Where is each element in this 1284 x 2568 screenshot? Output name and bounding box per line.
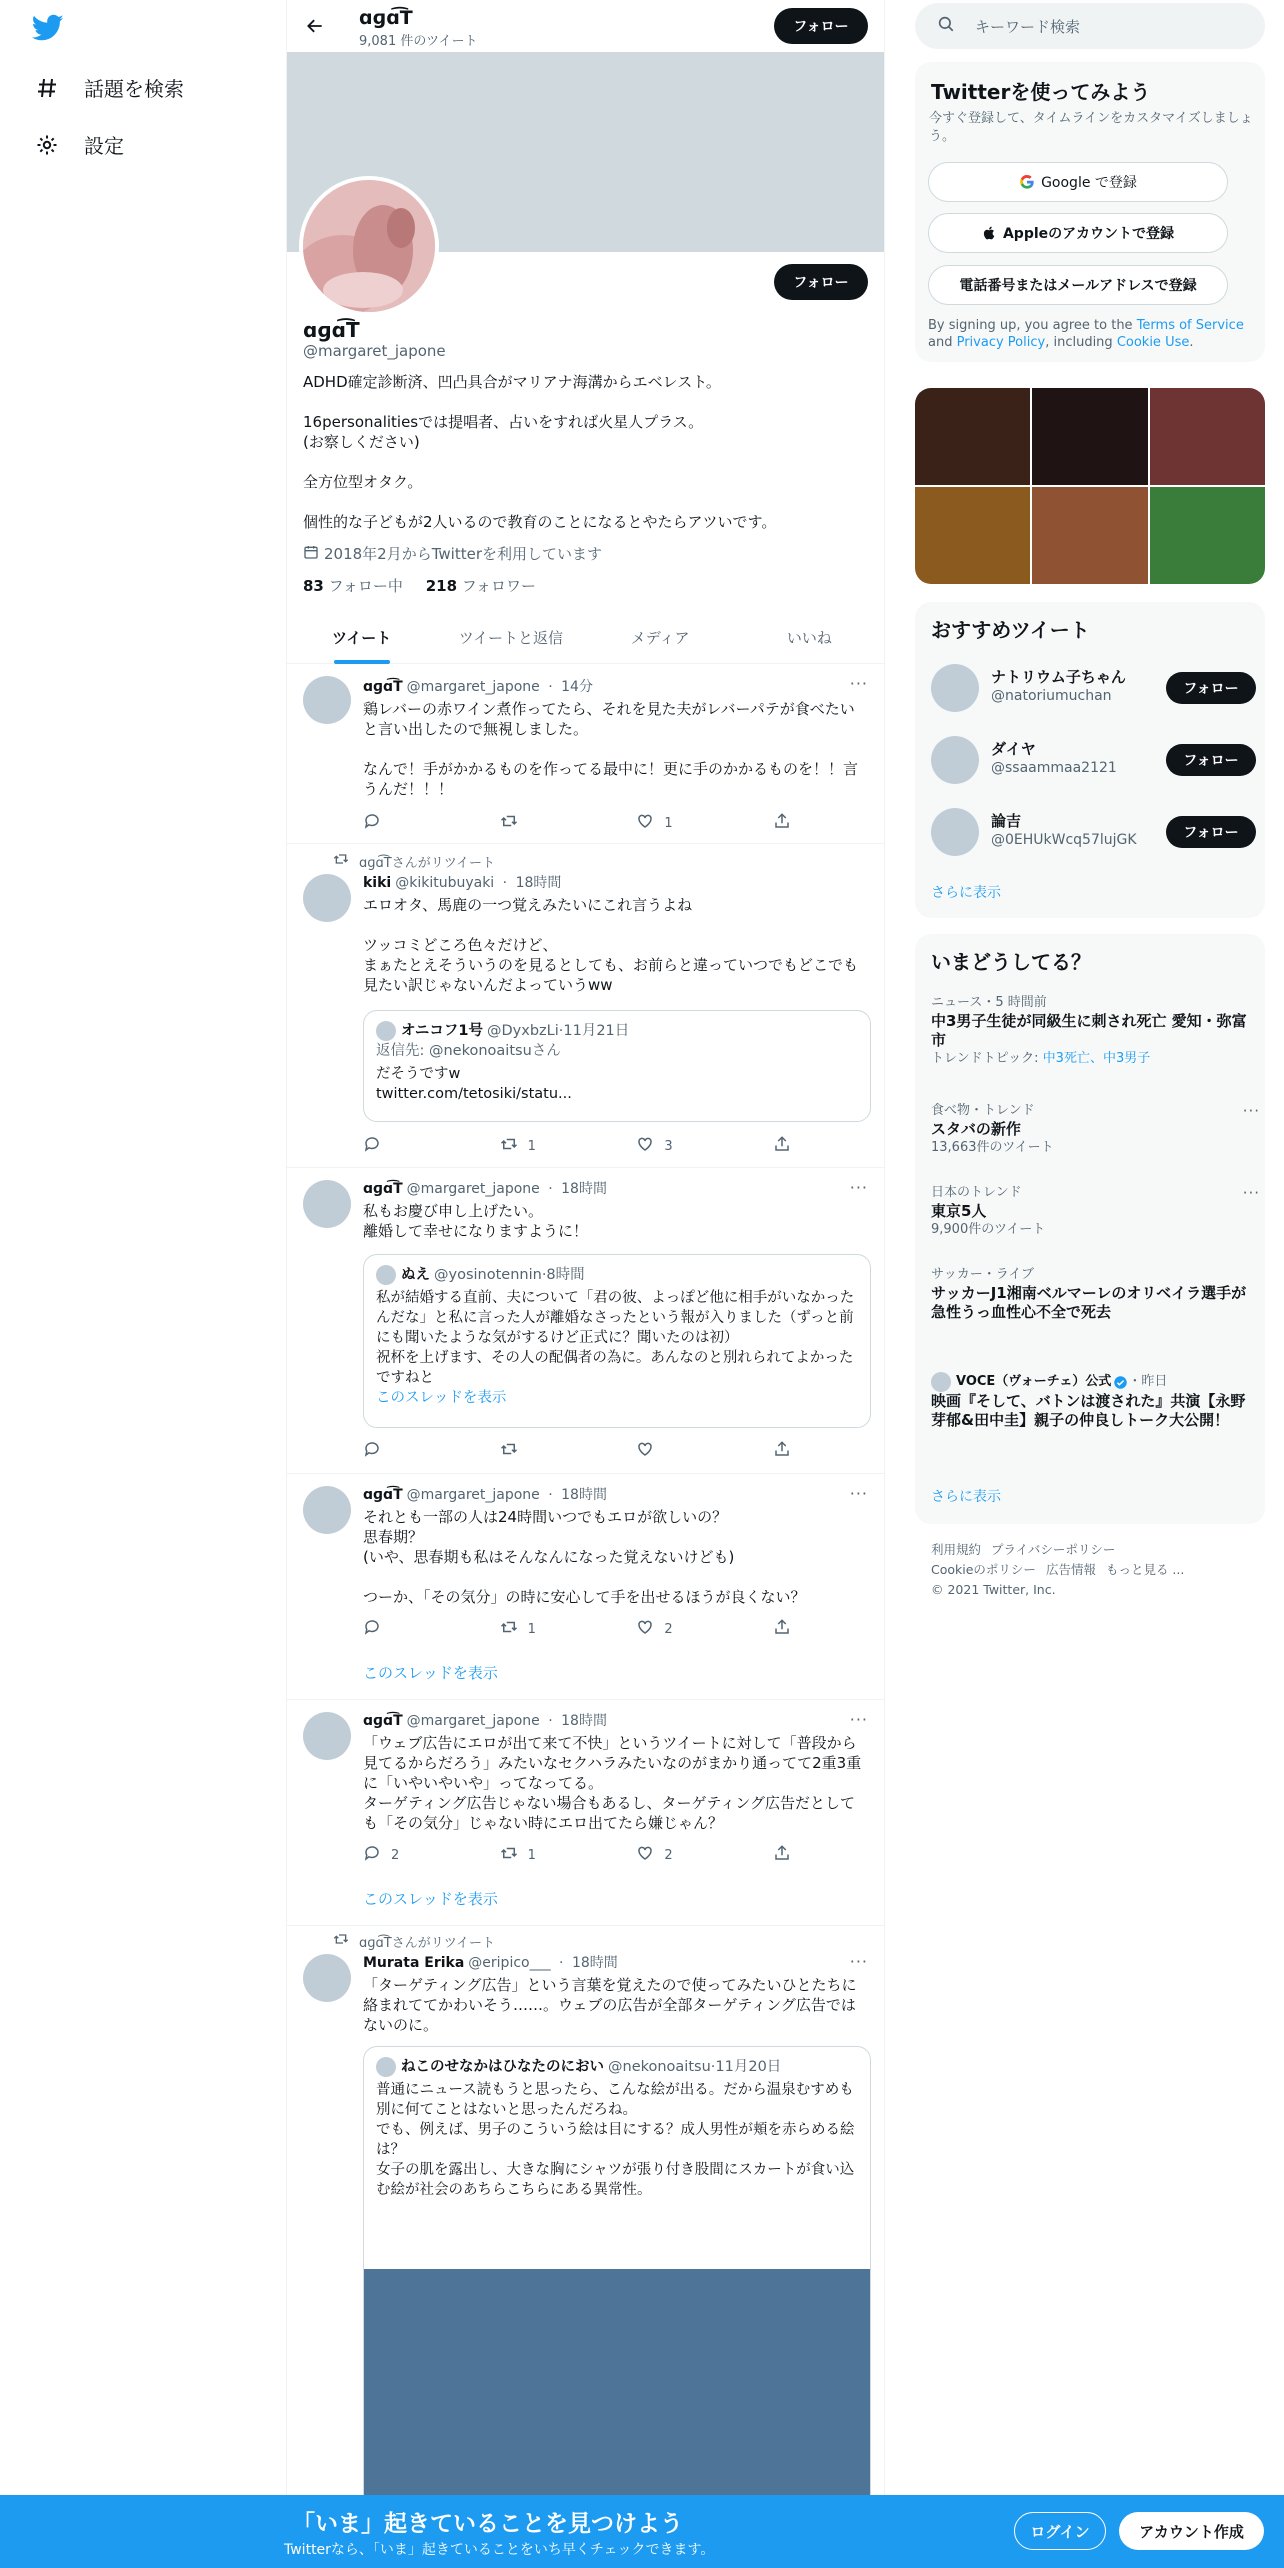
reply-button[interactable]	[363, 1135, 443, 1157]
tweet-author[interactable]: ɑɡɑ͡T	[363, 679, 403, 695]
terms-pre: By signing up, you agree to the	[928, 318, 1137, 333]
nav-explore-label: 話題を検索	[84, 77, 184, 101]
footer-more-link[interactable]: もっと見る ...	[1105, 1562, 1185, 1577]
account-name: 論吉	[991, 812, 1022, 830]
show-more-link[interactable]: さらに表示	[931, 885, 1001, 901]
google-signup-label: Google で登録	[1041, 175, 1137, 191]
retweet-icon	[500, 1440, 528, 1462]
avatar[interactable]	[303, 1954, 351, 2002]
trend-item[interactable]	[931, 1372, 1256, 1430]
quote-handle: @yosinotennin	[434, 1267, 542, 1283]
photo-thumbnail[interactable]	[915, 388, 1030, 485]
heart-icon	[636, 812, 664, 834]
joined-date	[303, 543, 602, 564]
login-prompt-bar	[0, 2495, 1284, 2568]
avatar	[376, 2057, 396, 2077]
like-count: 2	[664, 1847, 673, 1863]
terms-and: and	[928, 335, 957, 350]
show-more-link[interactable]: さらに表示	[931, 1489, 1001, 1505]
like-button[interactable]	[636, 1135, 716, 1157]
account-name: ダイヤ	[991, 740, 1036, 758]
footer-ads-link[interactable]: 広告情報	[1045, 1562, 1096, 1577]
avatar[interactable]	[303, 676, 351, 724]
quoted-tweet[interactable]	[363, 2046, 871, 2546]
calendar-icon	[303, 544, 324, 564]
privacy-policy-link[interactable]: Privacy Policy	[956, 335, 1046, 350]
apple-signup-label: Appleのアカウントで登録	[1002, 226, 1175, 242]
retweet-count: 1	[527, 1138, 536, 1154]
reply-icon	[363, 1844, 391, 1866]
profile-name: ɑɡɑ͡T	[303, 318, 360, 342]
tweet[interactable]	[287, 1168, 884, 1474]
tweet-actions	[363, 1440, 793, 1462]
retweet-icon	[500, 1135, 528, 1157]
avatar	[376, 1021, 396, 1041]
follow-stats	[303, 575, 554, 596]
profile-tabs	[287, 611, 884, 664]
back-arrow-icon[interactable]	[301, 12, 329, 40]
tweet-handle[interactable]: @kikitubuyaki	[395, 875, 495, 891]
recommended-card	[915, 602, 1265, 918]
follow-button[interactable]: フォロー	[1166, 816, 1256, 848]
more-icon[interactable]: ···	[849, 1178, 868, 1197]
recommended-title: おすすめツイート	[931, 618, 1090, 642]
heart-icon	[636, 1440, 664, 1462]
account-handle: @natoriumuchan	[991, 688, 1112, 704]
terms-including: , including	[1045, 335, 1117, 350]
quoted-tweet[interactable]	[363, 1254, 871, 1428]
tweet-author[interactable]: ɑɡɑ͡T	[363, 1181, 403, 1197]
phone-email-signup-button[interactable]: 電話番号またはメールアドレスで登録	[928, 265, 1228, 305]
trend-item[interactable]	[931, 1102, 1260, 1157]
hashtag-icon	[34, 75, 60, 101]
heart-icon	[636, 1135, 664, 1157]
quote-header: オニコフ1号 @DyxbzLi · 11月21日	[376, 1021, 858, 1041]
quote-author: ぬえ	[401, 1267, 430, 1283]
search-placeholder: キーワード検索	[975, 17, 1081, 36]
trend-extra-pre: トレンドトピック:	[931, 1051, 1043, 1066]
trend-extra: 9,900件のツイート	[931, 1222, 1046, 1237]
avatar[interactable]	[303, 1180, 351, 1228]
tweet-author[interactable]: Murata Erika	[363, 1955, 465, 1971]
trend-meta: ニュース・5 時間前	[931, 995, 1047, 1010]
heart-icon	[636, 1844, 664, 1866]
tweet-time[interactable]: 18時間	[561, 1713, 607, 1729]
header-follow-button[interactable]: フォロー	[774, 8, 868, 44]
twitter-logo-icon[interactable]	[32, 14, 64, 42]
recommended-account[interactable]	[931, 658, 1256, 718]
quote-text: 私が結婚する直前、夫について「君の彼、よっぽど他に相手がいなかったんだな」と私に言った人が離婚なさったという報が入りました（ずっと前にも聞いたような気がするけど正式に？聞いたのは初） 祝杯を上げます、その人の配偶者の為に。あんなのと別れられてよかったですねと	[376, 1290, 855, 1386]
tweet-actions	[363, 1135, 793, 1157]
share-icon	[773, 812, 801, 834]
tweet-handle[interactable]: @eripico___	[468, 1955, 551, 1971]
profile-avatar[interactable]	[299, 176, 439, 316]
profile-header-bar	[287, 0, 884, 52]
joined-text: 2018年2月からTwitterを利用しています	[324, 545, 602, 563]
more-icon[interactable]: ···	[1242, 1184, 1260, 1202]
like-count: 2	[664, 1621, 673, 1637]
like-button[interactable]	[636, 1440, 716, 1462]
avatar	[931, 808, 979, 856]
tweet-author[interactable]: kiki	[363, 875, 392, 891]
show-thread-link[interactable]: このスレッドを表示	[363, 1664, 498, 1682]
avatar	[931, 1372, 951, 1392]
profile-handle: @margaret_japone	[303, 342, 446, 360]
reply-icon	[363, 1440, 391, 1462]
trend-title: 映画『そして、バトンは渡された』共演【永野芽郁&田中圭】親子の仲良しトーク大公開！	[931, 1392, 1246, 1429]
reply-count: 2	[391, 1847, 400, 1863]
footer-privacy-link[interactable]: プライバシーポリシー	[991, 1542, 1116, 1557]
quote-author: ねこのせなかはひなたのにおい	[401, 2059, 604, 2075]
account-handle: @0EHUkWcq57lujGK	[991, 832, 1137, 848]
avatar	[376, 1265, 396, 1285]
retweeted-by	[333, 851, 495, 871]
share-icon	[773, 1135, 801, 1157]
photo-grid	[915, 388, 1265, 584]
nav-settings-label: 設定	[84, 134, 124, 158]
heart-icon	[636, 1618, 664, 1640]
trend-title: サッカーJ1湘南ベルマーレのオリベイラ選手が急性うっ血性心不全で死去	[931, 1284, 1247, 1321]
tweet-handle[interactable]: @margaret_japone	[406, 1713, 540, 1729]
tweet-header: ɑɡɑ͡T @margaret_japone · 18時間	[363, 1713, 607, 1729]
tweet-actions	[363, 1844, 793, 1866]
quote-time: 11月20日	[715, 2059, 782, 2075]
follow-button[interactable]: フォロー	[1166, 672, 1256, 704]
google-icon	[1019, 174, 1035, 190]
footer-links	[931, 1540, 1251, 1600]
more-icon[interactable]: ···	[849, 1710, 868, 1729]
search-input[interactable]	[915, 3, 1265, 49]
apple-icon	[982, 225, 997, 241]
followers-label[interactable]: フォロワー	[461, 577, 537, 595]
tweet-time[interactable]: 18時間	[515, 875, 562, 891]
tweet-text: 私もお慶び申し上げたい。 離婚して幸せになりますように！	[363, 1202, 589, 1240]
show-thread-link[interactable]: このスレッドを表示	[363, 1890, 498, 1908]
trend-meta: サッカー・ライブ	[931, 1267, 1034, 1282]
share-button[interactable]	[773, 1618, 793, 1640]
trend-title: 中3男子生徒が同級生に刺され死亡 愛知・弥富市	[931, 1012, 1247, 1049]
tweet[interactable]	[287, 664, 884, 844]
retweet-icon	[500, 812, 528, 834]
trend-meta: 食べ物・トレンド	[931, 1103, 1035, 1118]
quote-text: 普通にニュース読もうと思ったら、こんな絵が出る。だから温泉むすめも別に何てことはないと思ったんだろね。 でも、例えば、男子のこういう絵は目にする？成人男性が頬を赤らめる絵は？ 女子の肌を露出し、大きな胸にシャツが張り付き股間にスカートが食い込む絵が社会のあちらこちらにある異常性。	[376, 2082, 855, 2198]
main-column	[286, 0, 885, 2568]
left-nav	[0, 0, 286, 2568]
quote-header: ぬえ @yosinotennin · 8時間	[376, 1265, 858, 1285]
tweet-body	[363, 1178, 868, 1241]
retweet-button[interactable]	[500, 1844, 580, 1866]
retweet-icon	[333, 851, 359, 871]
like-count: 1	[664, 815, 673, 831]
more-icon[interactable]: ···	[1242, 1102, 1260, 1120]
tweet-header: ɑɡɑ͡T @margaret_japone · 18時間	[363, 1487, 607, 1503]
tweet-time[interactable]: 14分	[561, 679, 593, 695]
cookie-use-link[interactable]: Cookie Use	[1116, 335, 1190, 350]
more-icon[interactable]: ···	[849, 674, 868, 693]
profile-follow-button[interactable]: フォロー	[774, 264, 868, 300]
avatar[interactable]	[303, 1712, 351, 1760]
bio-line: 16personalitiesでは提唱者、占いをすれば火星人プラス。 (お察しください)	[303, 413, 704, 451]
account-handle: @ssaammaa2121	[991, 760, 1117, 776]
retweet-count: 1	[527, 1847, 536, 1863]
avatar	[931, 664, 979, 712]
signup-card	[915, 62, 1265, 362]
retweet-icon	[500, 1844, 528, 1866]
trend-extra: 13,663件のツイート	[931, 1140, 1054, 1155]
nav-settings[interactable]	[34, 130, 124, 159]
photo-thumbnail[interactable]	[915, 487, 1030, 584]
recommended-account[interactable]	[931, 730, 1256, 790]
bottom-bar-subtitle: Twitterなら、「いま」起きていることをいち早くチェックできます。	[284, 2542, 715, 2558]
follow-button[interactable]: フォロー	[1166, 744, 1256, 776]
tweet-body	[363, 1710, 868, 1833]
bottom-bar-title: 「いま」起きていることを見つけよう	[292, 2511, 683, 2537]
tweet[interactable]	[287, 1474, 884, 1700]
trend-title: スタバの新作	[931, 1120, 1021, 1138]
retweeted-by-text[interactable]: ɑɡɑ͡Tさんがリツイート	[359, 1935, 496, 1951]
trend-extra	[931, 1050, 1256, 1068]
google-signup-button[interactable]	[928, 162, 1228, 202]
quoted-tweet[interactable]	[363, 1010, 871, 1122]
retweet-button[interactable]	[500, 812, 580, 834]
tweet-text: エロオタ、馬鹿の一つ覚えみたいにこれ言うよね ツッコミどころ色々だけど、 まぁたとえそういうのを見るとしても、お前らと違っていつでもどこでも見たい訳じゃないんだよっていうww	[363, 896, 859, 994]
verified-badge-icon	[1113, 1375, 1128, 1390]
share-button[interactable]	[773, 1440, 793, 1462]
trends-title: いまどうしてる？	[931, 950, 1091, 974]
footer-cookie-link[interactable]: Cookieのポリシー	[931, 1562, 1036, 1577]
signup-subtitle: 今すぐ登録して、タイムラインをカスタマイズしましょう。	[929, 111, 1253, 144]
profile-bio	[303, 372, 863, 552]
tweet-body	[363, 676, 868, 799]
quote-thread-link[interactable]: このスレッドを表示	[376, 1390, 507, 1406]
tweet-count: 9,081 件のツイート	[359, 34, 478, 49]
trend-account-name: VOCE（ヴォーチェ）公式	[956, 1374, 1112, 1389]
like-count: 3	[664, 1138, 673, 1154]
tweet-text: 「ターゲティング広告」という言葉を覚えたので使ってみたいひとたちに絡まれててかわいそう……。ウェブの広告が全部ターゲティング広告ではないのに。	[363, 1976, 857, 2034]
nav-explore[interactable]	[34, 73, 184, 102]
reply-button[interactable]	[363, 1618, 443, 1640]
retweet-button[interactable]	[500, 1618, 580, 1640]
tweet-body	[363, 872, 868, 995]
account-name: ナトリウム子ちゃん	[991, 668, 1126, 686]
retweeted-by	[333, 1931, 495, 1951]
trend-title: 東京5人	[931, 1202, 987, 1220]
share-button[interactable]	[773, 1844, 793, 1866]
like-button[interactable]	[636, 1618, 716, 1640]
reply-button[interactable]	[363, 1844, 443, 1866]
tab-likes[interactable]: いいね	[786, 628, 832, 647]
share-button[interactable]	[773, 1135, 793, 1157]
retweet-button[interactable]	[500, 1440, 580, 1462]
share-icon	[773, 1844, 801, 1866]
tweet-time[interactable]: 18時間	[571, 1955, 618, 1971]
tweet-actions	[363, 812, 793, 834]
tweet-header: Murata Erika @eripico___ · 18時間	[363, 1955, 618, 1971]
trend-item[interactable]	[931, 994, 1256, 1068]
tweet-header: ɑɡɑ͡T @margaret_japone · 18時間	[363, 1181, 607, 1197]
tweet-body	[363, 1952, 868, 2035]
photo-thumbnail[interactable]	[1032, 487, 1147, 584]
tweet-text: 「ウェブ広告にエロが出て来て不快」というツイートに対して「普段から見てるからだろう」みたいなセクハラみたいなのがまかり通ってて2重3重に「いやいやいや」ってなってる。 ターゲティング広告じゃない場合もあるし、ターゲティング広告だとしても「その気分」じゃない時にエロ出てたら嫌じゃん？	[363, 1734, 862, 1832]
followers-count[interactable]: 218	[425, 577, 458, 595]
quote-handle: @nekonoaitsu	[608, 2059, 711, 2075]
trend-meta: 日本のトレンド	[931, 1185, 1022, 1200]
reply-icon	[363, 1618, 391, 1640]
footer-copyright: © 2021 Twitter, Inc.	[931, 1582, 1056, 1597]
tweet-text: 鶏レバーの赤ワイン煮作ってたら、それを見た夫がレバーパテが食べたいと言い出したので無視しました。 なんで！手がかかるものを作ってる最中に！更に手のかかるものを！！言うんだ！！！	[363, 700, 859, 798]
following-count[interactable]: 83	[303, 577, 324, 595]
retweeted-by-text[interactable]: ɑɡɑ͡Tさんがリツイート	[359, 855, 496, 871]
tab-tweets-replies[interactable]: ツイートと返信	[458, 628, 563, 647]
tweet-author[interactable]: ɑɡɑ͡T	[363, 1487, 403, 1503]
signup-title: Twitterを使ってみよう	[931, 80, 1151, 104]
terms-of-service-link[interactable]: Terms of Service	[1136, 318, 1244, 333]
tweet-handle[interactable]: @margaret_japone	[406, 1181, 540, 1197]
tweet[interactable]	[287, 844, 884, 1168]
quote-header: ねこのせなかはひなたのにおい @nekonoaitsu · 11月20日	[376, 2057, 858, 2077]
share-icon	[773, 1618, 801, 1640]
like-button[interactable]	[636, 1844, 716, 1866]
reply-icon	[363, 812, 391, 834]
retweet-icon	[333, 1931, 359, 1951]
like-button[interactable]	[636, 812, 716, 834]
photo-thumbnail[interactable]	[1150, 487, 1265, 584]
avatar[interactable]	[303, 874, 351, 922]
trend-time: ・昨日	[1128, 1374, 1168, 1389]
retweet-button[interactable]	[500, 1135, 580, 1157]
tweet-time[interactable]: 18時間	[561, 1181, 607, 1197]
trend-topic-link[interactable]: 中3死亡、中3男子	[1042, 1051, 1151, 1066]
retweet-icon	[500, 1618, 528, 1640]
reply-icon	[363, 1135, 391, 1157]
following-label[interactable]: フォロー中	[328, 577, 403, 595]
tweet[interactable]	[287, 1700, 884, 1926]
footer-terms-link[interactable]: 利用規約	[931, 1542, 982, 1557]
tweet-time[interactable]: 18時間	[561, 1487, 607, 1503]
quote-author: オニコフ1号	[401, 1023, 484, 1039]
terms-text	[928, 317, 1253, 351]
apple-signup-button[interactable]	[928, 213, 1228, 253]
tweet-handle[interactable]: @margaret_japone	[406, 679, 540, 695]
reply-button[interactable]	[363, 812, 443, 834]
trend-item[interactable]	[931, 1184, 1260, 1239]
reply-button[interactable]	[363, 1440, 443, 1462]
quote-reply-to: 返信先: @nekonoaitsuさん	[376, 1043, 561, 1059]
photo-thumbnail[interactable]	[1032, 388, 1147, 485]
tweet-handle[interactable]: @margaret_japone	[406, 1487, 540, 1503]
quote-time: 11月21日	[563, 1023, 630, 1039]
retweet-count: 1	[527, 1621, 536, 1637]
tab-tweets[interactable]: ツイート	[287, 611, 436, 663]
quote-time: 8時間	[546, 1267, 585, 1283]
more-icon[interactable]: ···	[849, 1484, 868, 1503]
avatar	[931, 736, 979, 784]
tweet[interactable]	[287, 1926, 884, 2568]
tab-media[interactable]: メディア	[630, 628, 690, 647]
header-name: ɑɡɑ͡T	[359, 7, 413, 29]
trends-card	[915, 934, 1265, 1524]
trend-item[interactable]	[931, 1266, 1256, 1322]
gear-icon	[34, 132, 60, 158]
tweet-text: それとも一部の人は24時間いつでもエロが欲しいの？ 思春期？ (いや、思春期も私はそんなんになった覚えないけども) つーか、「その気分」の時に安心して手を出せるほうが良くない？	[363, 1508, 806, 1606]
recommended-account[interactable]	[931, 802, 1256, 862]
terms-end: .	[1189, 335, 1194, 350]
signup-button[interactable]: アカウント作成	[1119, 2512, 1264, 2550]
share-icon	[773, 1440, 801, 1462]
photo-thumbnail[interactable]	[1150, 388, 1265, 485]
quote-handle: @DyxbzLi	[487, 1023, 559, 1039]
tweet-header: kiki @kikitubuyaki · 18時間	[363, 875, 562, 891]
bio-line: 全方位型オタク。	[303, 473, 423, 491]
tweet-body	[363, 1484, 868, 1607]
avatar[interactable]	[303, 1486, 351, 1534]
tweet-actions	[363, 1618, 793, 1640]
login-button[interactable]: ログイン	[1014, 2512, 1106, 2550]
bio-line: ADHD確定診断済、凹凸具合がマリアナ海溝からエベレスト。	[303, 373, 721, 391]
share-button[interactable]	[773, 812, 793, 834]
tweet-author[interactable]: ɑɡɑ͡T	[363, 1713, 403, 1729]
tweet-header: ɑɡɑ͡T @margaret_japone · 14分	[363, 679, 593, 695]
quote-text: だそうですw twitter.com/tetosiki/statu...	[376, 1066, 572, 1102]
bio-line: 個性的な子どもが2人いるので教育のことになるとやたらアツいです。	[303, 513, 777, 531]
search-icon	[937, 15, 975, 37]
trend-meta	[931, 1372, 1256, 1392]
more-icon[interactable]: ···	[849, 1952, 868, 1971]
